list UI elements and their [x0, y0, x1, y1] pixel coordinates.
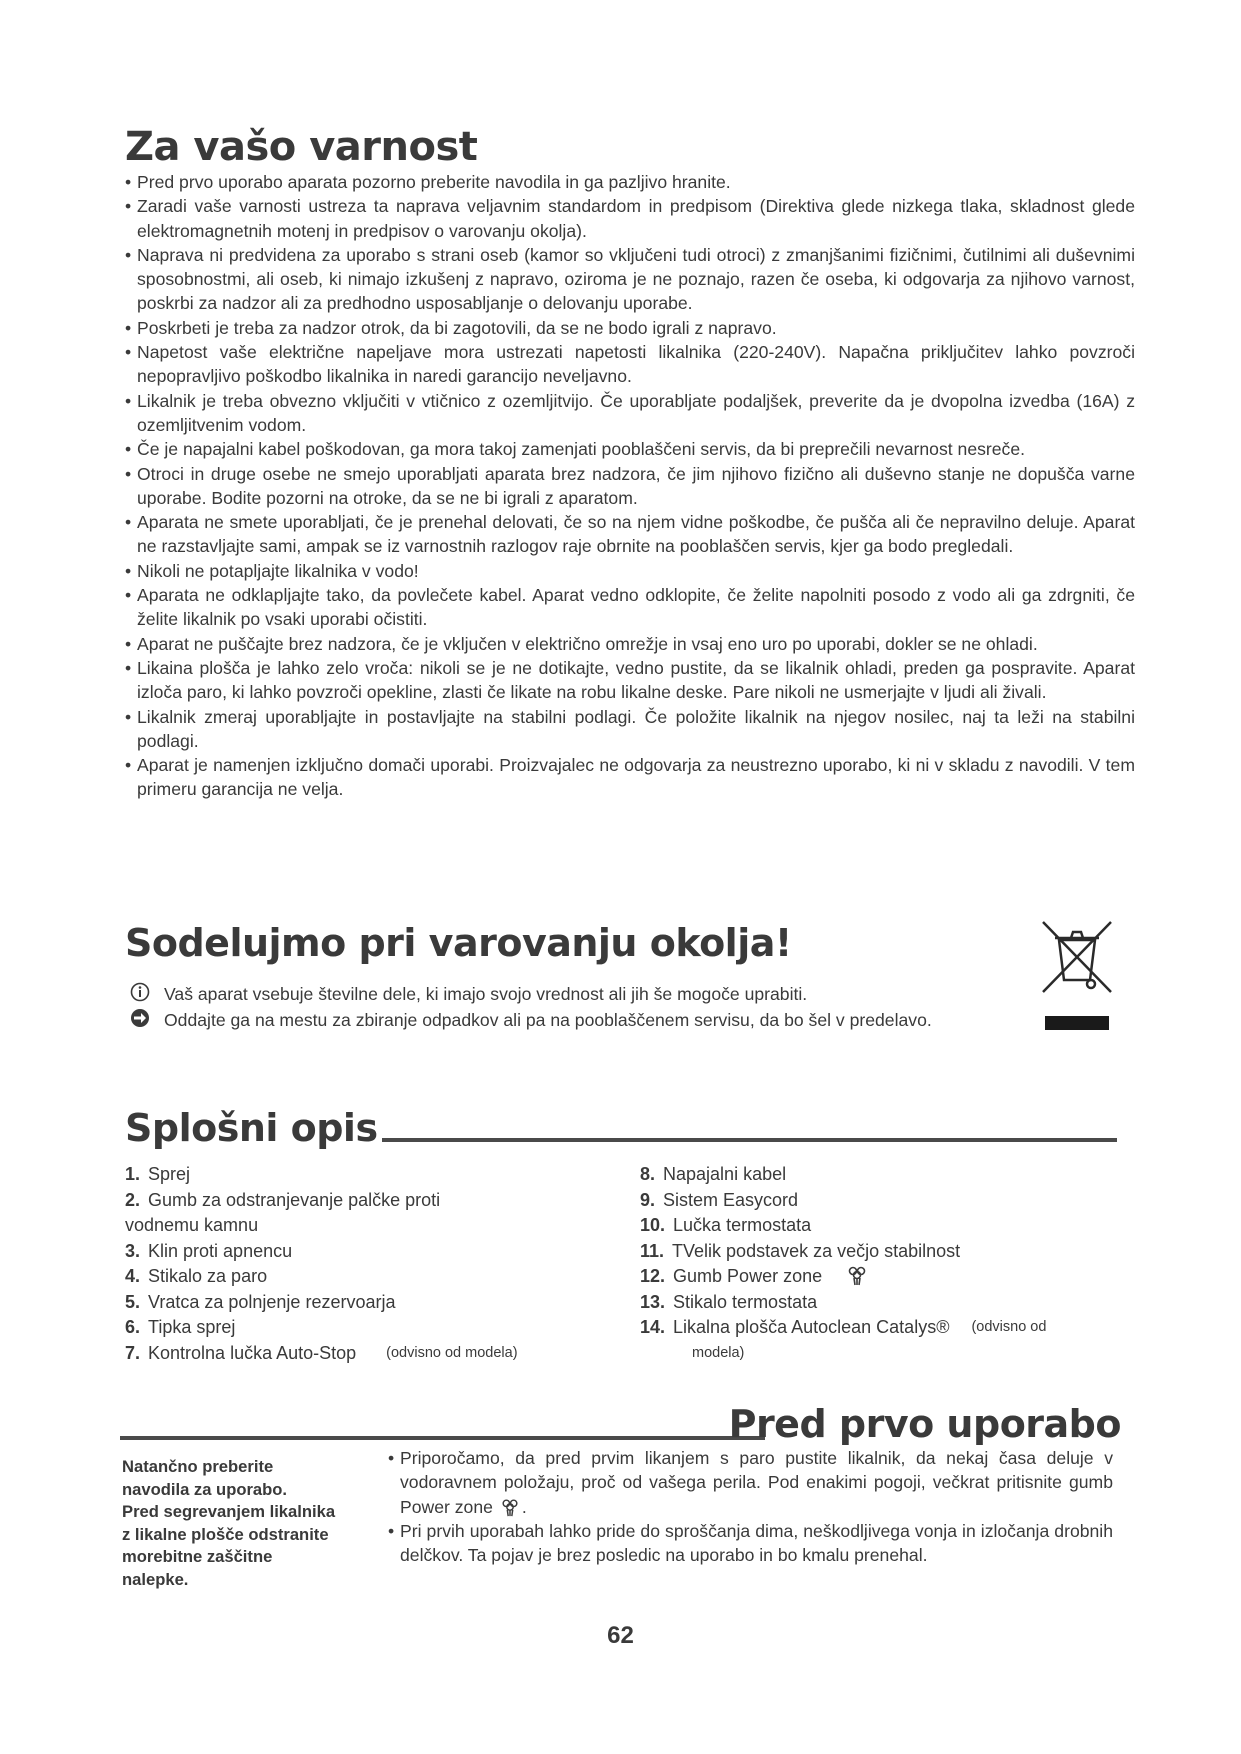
heading-rule: [382, 1138, 1117, 1142]
aside-line: morebitne zaščitne: [122, 1547, 273, 1566]
part-number: 1.: [125, 1164, 141, 1184]
part-label: Stikalo termostata: [673, 1291, 818, 1312]
part-note: (odvisno od: [971, 1319, 1047, 1335]
first-use-title: Pred prvo uporabo: [728, 1402, 1121, 1446]
safety-bullet: • Aparata ne smete uporabljati, če je prenehal delovati, če so na njem vidne poškodbe, če pušča ali če nepravilno deluje. Aparat ne razstavljajte sami, ampak se iz varnostnih razlogov raje obrnite na pooblaščen servis, kjer ga bodo pregledali.: [125, 510, 1135, 559]
safety-bullet: • Aparat ne puščajte brez nadzora, če je vključen v električno omrežje in vsaj eno uro po uporabi, dokler se ne ohladi.: [125, 632, 1135, 656]
part-label: Sprej: [148, 1164, 191, 1184]
part-number: 8.: [640, 1164, 656, 1184]
part-number: 7.: [125, 1342, 141, 1363]
part-number: 2.: [125, 1189, 141, 1210]
part-item: [640, 1290, 1120, 1316]
part-number: 4.: [125, 1266, 141, 1286]
safety-bullet: • Otroci in druge osebe ne smejo uporabljati aparata brez nadzora, če jim njihovo fizično ali duševno stanje ne dopušča varne uporabe. Bodite pozorni na otroke, da se ne bi igrali z aparatom.: [125, 462, 1135, 511]
first-use-bullet: • Pri prvih uporabah lahko pride do sproščanja dima, neškodljivega vonja in izločanja drobnih delčkov. Ta pojav je brez posledic na uporabo in bo kmalu prenehal.: [388, 1519, 1113, 1568]
safety-bullet: • Nikoli ne potapljajte likalnika v vodo!: [125, 559, 1135, 583]
safety-bullet: • Zaradi vaše varnosti ustreza ta naprava veljavnim standardom in predpisom (Direktiva glede nizkega tlaka, skladnost glede elektromagnetnih motenj in predpisov o varovanju okolja).: [125, 194, 1135, 243]
part-label: Klin proti apnencu: [148, 1240, 293, 1261]
info-icon: [130, 982, 164, 1008]
part-number: 11.: [640, 1240, 665, 1261]
first-use-bullet-text: Priporočamo, da pred prvim likanjem s paro pustite likalnik, da nekaj časa deluje v vodoravnem položaju, proč od vašega perila. Pod enakimi pogoji, večkrat pritisnite gumb Power zone: [400, 1448, 1113, 1517]
part-number: 10.: [640, 1215, 666, 1235]
parts-list-left: [125, 1162, 625, 1366]
part-number: 13.: [640, 1291, 666, 1312]
part-number: 14.: [640, 1317, 666, 1337]
part-number: 5.: [125, 1291, 141, 1312]
part-item: [640, 1239, 1120, 1265]
part-label: Napajalni kabel: [663, 1164, 787, 1184]
part-item: [640, 1264, 1120, 1290]
part-item: [640, 1162, 1120, 1188]
part-item: [125, 1341, 625, 1367]
part-item: [640, 1188, 1120, 1214]
parts-list-right: [640, 1162, 1120, 1366]
part-item: [125, 1290, 625, 1316]
safety-bullet: • Aparat je namenjen izključno domači uporabi. Proizvajalec ne odgovarja za neustrezno uporabo, ki ni v skladu z navodili. V tem primeru garancija ne velja.: [125, 753, 1135, 802]
part-label: Sistem Easycord: [663, 1189, 799, 1210]
description-heading: [125, 1106, 1117, 1150]
aside-line: z likalne plošče odstranite: [122, 1524, 329, 1544]
aside-line: nalepke.: [122, 1569, 189, 1589]
part-label: Kontrolna lučka Auto-Stop: [148, 1342, 357, 1363]
environment-line: [130, 982, 985, 1008]
safety-bullet: • Likaina plošča je lahko zelo vroča: nikoli se je ne dotikajte, vedno pustite, da se likalnik ohladi, preden ga pospravite. Aparat izloča paro, ki lahko povzroči opekline, zlasti če likate na robu likalne deske. Pare nikoli ne usmerjajte v ljudi ali živali.: [125, 656, 1135, 705]
first-use-bullet: [388, 1446, 1113, 1519]
first-use-bullet-end: .: [521, 1496, 527, 1517]
first-use-aside: [122, 1456, 372, 1591]
part-item: [125, 1188, 625, 1214]
safety-bullet: • Likalnik zmeraj uporabljajte in postavljajte na stabilni podlagi. Če položite likalnik na njegov nosilec, naj ta leži na stabilni podlagi.: [125, 705, 1135, 754]
safety-bullet: • Naprava ni predvidena za uporabo s strani oseb (kamor so vključeni tudi otroci) z zmanjšanimi fizičnimi, čutilnimi ali duševnimi sposobnostmi, ali oseb, ki nimajo izkušenj z napravo, oziroma je ne poznajo, razen če oseba, ki odgovarja za njihovo varnost, poskrbi za nadzor ali za predhodno usposabljanje o delovanju uporabe.: [125, 243, 1135, 316]
aside-line: navodila za uporabo.: [122, 1479, 288, 1499]
part-number: 9.: [640, 1189, 656, 1210]
environment-line: [130, 1008, 985, 1034]
part-label-continuation: vodnemu kamnu: [125, 1215, 259, 1235]
part-item: [125, 1264, 625, 1290]
environment-text: [130, 982, 985, 1034]
part-label: Likalna plošča Autoclean Catalys®: [673, 1317, 950, 1337]
part-item: [125, 1162, 625, 1188]
part-label: Stikalo za paro: [148, 1266, 268, 1286]
part-label: Lučka termostata: [673, 1215, 812, 1235]
part-number: 3.: [125, 1240, 141, 1261]
power-zone-icon: [846, 1264, 868, 1286]
description-title: Splošni opis: [125, 1106, 378, 1150]
environment-line-text: Oddajte ga na mestu za zbiranje odpadkov ali pa na pooblaščenem servisu, da bo šel v predelavo.: [164, 1010, 932, 1030]
part-item: [125, 1239, 625, 1265]
part-note: (odvisno od modela): [386, 1344, 518, 1361]
part-label: Tipka sprej: [148, 1317, 236, 1337]
part-label: TVelik podstavek za večjo stabilnost: [672, 1240, 961, 1261]
safety-bullet: • Pred prvo uporabo aparata pozorno preberite navodila in ga pazljivo hranite.: [125, 170, 1135, 194]
part-note-continuation: modela): [692, 1344, 745, 1361]
environment-line-text: Vaš aparat vsebuje številne dele, ki imajo svojo vrednost ali jih še mogoče uprabiti.: [164, 984, 808, 1004]
aside-line: Pred segrevanjem likalnika: [122, 1502, 336, 1521]
page-number: 62: [607, 1622, 634, 1649]
part-number: 12.: [640, 1266, 666, 1286]
part-number: 6.: [125, 1317, 141, 1337]
environment-title: Sodelujmo pri varovanju okolja!: [125, 921, 792, 965]
aside-line: Natančno preberite: [122, 1457, 274, 1476]
safety-title: Za vašo varnost: [125, 124, 478, 170]
first-use-bullet-list: [388, 1446, 1113, 1567]
part-item: [640, 1315, 1120, 1341]
safety-bullet: • Napetost vaše električne napeljave mora ustrezati napetosti likalnika (220-240V). Napačna priključitev lahko povzroči nepopravljivo poškodbo likalnika in naredi garancijo neveljavno.: [125, 340, 1135, 389]
part-label: Gumb Power zone: [673, 1266, 823, 1286]
arrow-icon: [130, 1008, 164, 1034]
safety-bullet: • Če je napajalni kabel poškodovan, ga mora takoj zamenjati pooblaščeni servis, da bi preprečili nevarnost nesreče.: [125, 437, 1135, 461]
part-label: Gumb za odstranjevanje palčke proti: [148, 1189, 441, 1210]
power-zone-icon: [500, 1497, 522, 1519]
part-label: Vratca za polnjenje rezervoarja: [148, 1291, 396, 1312]
safety-bullet: • Aparata ne odklapljajte tako, da povlečete kabel. Aparat vedno odklopite, če želite napolniti posodo z vodo ali ga zdrgniti, če želite likalnik po vsaki uporabi očistiti.: [125, 583, 1135, 632]
heading-rule: [120, 1436, 765, 1440]
part-item: [125, 1315, 625, 1341]
crossed-bin-icon: [1037, 918, 1117, 1036]
safety-bullet: • Likalnik je treba obvezno vključiti v vtičnico z ozemljitvijo. Če uporabljate podaljšek, preverite da je dvopolna izvedba (16A) z ozemljitvenim vodom.: [125, 389, 1135, 438]
safety-bullet: • Poskrbeti je treba za nadzor otrok, da bi zagotovili, da se ne bodo igrali z napravo.: [125, 316, 1135, 340]
safety-bullet-list: [125, 170, 1135, 802]
part-item: [640, 1213, 1120, 1239]
